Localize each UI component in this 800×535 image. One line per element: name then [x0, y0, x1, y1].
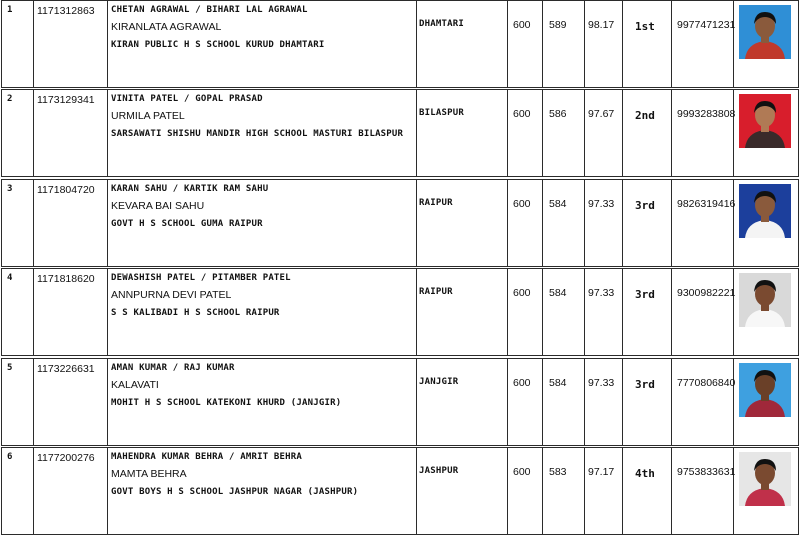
max-marks: 600	[513, 198, 531, 210]
column-divider	[107, 268, 108, 356]
school-name: S S KALIBADI H S SCHOOL RAIPUR	[111, 308, 280, 318]
student-photo	[739, 94, 791, 148]
table-row	[1, 447, 799, 535]
district: JANJGIR	[419, 377, 459, 387]
mother-name: MAMTA BEHRA	[111, 468, 187, 480]
column-divider	[622, 0, 623, 88]
phone-number: 9826319416	[677, 198, 736, 210]
serial-number: 2	[7, 94, 13, 104]
column-divider	[107, 0, 108, 88]
student-father-name: VINITA PATEL / GOPAL PRASAD	[111, 94, 263, 104]
student-father-name: MAHENDRA KUMAR BEHRA / AMRIT BEHRA	[111, 452, 303, 462]
column-divider	[507, 447, 508, 535]
student-photo-icon	[739, 363, 791, 417]
merit-rank: 3rd	[635, 288, 655, 301]
max-marks: 600	[513, 466, 531, 478]
mother-name: KEVARA BAI SAHU	[111, 200, 205, 212]
district: RAIPUR	[419, 198, 453, 208]
table-row	[1, 179, 799, 267]
table-row	[1, 89, 799, 177]
school-name: MOHIT H S SCHOOL KATEKONI KHURD (JANJGIR)	[111, 398, 342, 408]
mother-name: URMILA PATEL	[111, 110, 185, 122]
column-divider	[584, 447, 585, 535]
serial-number: 5	[7, 363, 13, 373]
table-row	[1, 0, 799, 88]
column-divider	[416, 447, 417, 535]
student-photo	[739, 5, 791, 59]
column-divider	[542, 0, 543, 88]
school-name: GOVT BOYS H S SCHOOL JASHPUR NAGAR (JASHPUR)	[111, 487, 359, 497]
percentage: 97.33	[588, 198, 615, 210]
phone-number: 9300982221	[677, 287, 736, 299]
column-divider	[622, 447, 623, 535]
column-divider	[733, 268, 734, 356]
merit-rank: 3rd	[635, 378, 655, 391]
obtained-marks: 586	[549, 108, 567, 120]
phone-number: 9977471231	[677, 19, 736, 31]
column-divider	[507, 268, 508, 356]
obtained-marks: 589	[549, 19, 567, 31]
roll-number: 1171818620	[37, 273, 95, 285]
district: BILASPUR	[419, 108, 464, 118]
column-divider	[542, 89, 543, 177]
column-divider	[733, 358, 734, 446]
column-divider	[671, 179, 672, 267]
serial-number: 1	[7, 5, 13, 15]
table-row	[1, 358, 799, 446]
column-divider	[416, 268, 417, 356]
column-divider	[107, 447, 108, 535]
column-divider	[542, 179, 543, 267]
column-divider	[733, 0, 734, 88]
column-divider	[107, 179, 108, 267]
merit-rank: 2nd	[635, 109, 655, 122]
school-name: SARSAWATI SHISHU MANDIR HIGH SCHOOL MASTURI BILASPUR	[111, 129, 404, 139]
roll-number: 1173226631	[37, 363, 95, 375]
column-divider	[671, 0, 672, 88]
column-divider	[671, 268, 672, 356]
column-divider	[507, 358, 508, 446]
max-marks: 600	[513, 19, 531, 31]
student-photo	[739, 452, 791, 506]
max-marks: 600	[513, 287, 531, 299]
column-divider	[107, 89, 108, 177]
column-divider	[671, 89, 672, 177]
column-divider	[584, 358, 585, 446]
student-photo-icon	[739, 273, 791, 327]
merit-rank: 4th	[635, 467, 655, 480]
serial-number: 3	[7, 184, 13, 194]
student-father-name: KARAN SAHU / KARTIK RAM SAHU	[111, 184, 269, 194]
phone-number: 7770806840	[677, 377, 736, 389]
district: RAIPUR	[419, 287, 453, 297]
column-divider	[33, 179, 34, 267]
column-divider	[107, 358, 108, 446]
column-divider	[33, 89, 34, 177]
student-photo-icon	[739, 94, 791, 148]
column-divider	[33, 447, 34, 535]
column-divider	[542, 447, 543, 535]
obtained-marks: 583	[549, 466, 567, 478]
column-divider	[416, 89, 417, 177]
column-divider	[584, 268, 585, 356]
student-father-name: CHETAN AGRAWAL / BIHARI LAL AGRAWAL	[111, 5, 308, 15]
serial-number: 6	[7, 452, 13, 462]
column-divider	[507, 0, 508, 88]
column-divider	[542, 268, 543, 356]
column-divider	[671, 358, 672, 446]
student-photo-icon	[739, 5, 791, 59]
student-photo-icon	[739, 452, 791, 506]
school-name: KIRAN PUBLIC H S SCHOOL KURUD DHAMTARI	[111, 40, 325, 50]
obtained-marks: 584	[549, 287, 567, 299]
student-father-name: DEWASHISH PATEL / PITAMBER PATEL	[111, 273, 291, 283]
obtained-marks: 584	[549, 377, 567, 389]
phone-number: 9993283808	[677, 108, 736, 120]
max-marks: 600	[513, 377, 531, 389]
percentage: 98.17	[588, 19, 615, 31]
column-divider	[507, 89, 508, 177]
column-divider	[416, 0, 417, 88]
percentage: 97.33	[588, 287, 615, 299]
percentage: 97.67	[588, 108, 615, 120]
column-divider	[507, 179, 508, 267]
column-divider	[33, 268, 34, 356]
table-row	[1, 268, 799, 356]
roll-number: 1173129341	[37, 94, 95, 106]
max-marks: 600	[513, 108, 531, 120]
column-divider	[584, 0, 585, 88]
roll-number: 1171312863	[37, 5, 95, 17]
percentage: 97.17	[588, 466, 615, 478]
roll-number: 1177200276	[37, 452, 95, 464]
column-divider	[733, 89, 734, 177]
mother-name: KALAVATI	[111, 379, 159, 391]
mother-name: KIRANLATA AGRAWAL	[111, 21, 222, 33]
column-divider	[33, 358, 34, 446]
school-name: GOVT H S SCHOOL GUMA RAIPUR	[111, 219, 263, 229]
percentage: 97.33	[588, 377, 615, 389]
column-divider	[622, 89, 623, 177]
column-divider	[542, 358, 543, 446]
serial-number: 4	[7, 273, 13, 283]
merit-rank: 1st	[635, 20, 655, 33]
column-divider	[622, 358, 623, 446]
column-divider	[416, 179, 417, 267]
obtained-marks: 584	[549, 198, 567, 210]
column-divider	[33, 0, 34, 88]
mother-name: ANNPURNA DEVI PATEL	[111, 289, 232, 301]
merit-rank: 3rd	[635, 199, 655, 212]
student-photo	[739, 184, 791, 238]
student-photo	[739, 363, 791, 417]
student-photo-icon	[739, 184, 791, 238]
phone-number: 9753833631	[677, 466, 736, 478]
column-divider	[622, 179, 623, 267]
student-father-name: AMAN KUMAR / RAJ KUMAR	[111, 363, 235, 373]
district: DHAMTARI	[419, 19, 464, 29]
column-divider	[416, 358, 417, 446]
roll-number: 1171804720	[37, 184, 95, 196]
column-divider	[622, 268, 623, 356]
student-photo	[739, 273, 791, 327]
column-divider	[671, 447, 672, 535]
column-divider	[733, 179, 734, 267]
column-divider	[584, 89, 585, 177]
column-divider	[733, 447, 734, 535]
district: JASHPUR	[419, 466, 459, 476]
column-divider	[584, 179, 585, 267]
